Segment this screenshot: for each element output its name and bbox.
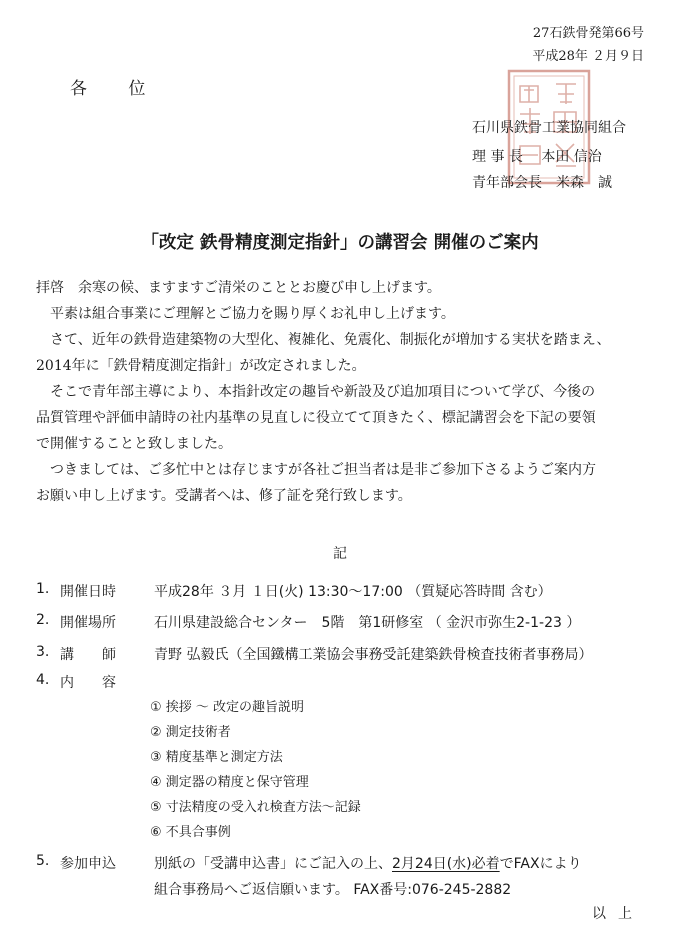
item-3-number: 3. bbox=[36, 644, 50, 660]
item-4-label: 内 容 bbox=[60, 675, 116, 691]
body-line-2: 平素は組合事業にご理解とご協力を賜り厚くお礼申し上げます。 bbox=[36, 306, 455, 322]
content-item-6: ⑥ 不具合事例 bbox=[150, 825, 231, 840]
item-1-label: 開催日時 bbox=[60, 584, 116, 600]
item-5-number: 5. bbox=[36, 853, 50, 869]
item-5-label: 参加申込 bbox=[60, 856, 116, 872]
body-line-7: で開催することと致しました。 bbox=[36, 436, 232, 452]
item-2-value: 石川県建設総合センター 5階 第1研修室 （ 金沢市弥生2-1-23 ） bbox=[154, 615, 581, 631]
content-item-1: ① 挨拶 ～ 改定の趣旨説明 bbox=[150, 700, 305, 715]
sender-youth-chief: 青年部会長 米森 誠 bbox=[472, 175, 612, 191]
body-line-9: お願い申し上げます。受講者へは、修了証を発行致します。 bbox=[36, 488, 412, 504]
body-line-8: つきましては、ご多忙中とは存じますが各社ご担当者は是非ご参加下さるようご案内方 bbox=[36, 462, 596, 478]
body-line-6: 品質管理や評価申請時の社内基準の見直しに役立てて頂きたく、標記講習会を下記の要領 bbox=[36, 410, 596, 426]
item-2-label: 開催場所 bbox=[60, 615, 116, 631]
document-date: 平成28年 ２月９日 bbox=[532, 49, 644, 64]
item-1-number: 1. bbox=[36, 581, 50, 597]
document-number: 27石鉄骨発第66号 bbox=[532, 26, 644, 41]
item-2-number: 2. bbox=[36, 612, 50, 628]
content-item-4: ④ 測定器の精度と保守管理 bbox=[150, 775, 309, 790]
item-3-label: 講 師 bbox=[60, 647, 116, 663]
item-5-line-2: 組合事務局へご返信願います。 FAX番号:076-245-2882 bbox=[154, 882, 512, 898]
sender-organization: 石川県鉄骨工業協同組合 bbox=[472, 120, 626, 136]
body-line-1: 拝啓 余寒の候、ますますご清栄のこととお慶び申し上げます。 bbox=[36, 280, 441, 296]
apply-deadline: 2月24日(水)必着 bbox=[392, 856, 500, 872]
apply-instruction-b: でFAXにより bbox=[499, 856, 582, 872]
item-4-number: 4. bbox=[36, 672, 50, 688]
content-item-5: ⑤ 寸法精度の受入れ検査方法～記録 bbox=[150, 800, 361, 815]
ki-heading: 記 bbox=[333, 546, 347, 562]
addressee: 各 位 bbox=[70, 79, 164, 99]
item-3-value: 青野 弘毅氏（全国鐵構工業協会事務受託建築鉄骨検査技術者事務局） bbox=[154, 647, 593, 663]
body-line-3: さて、近年の鉄骨造建築物の大型化、複雑化、免震化、制振化が増加する実状を踏まえ、 bbox=[36, 332, 611, 348]
closing-mark: 以上 bbox=[592, 906, 644, 922]
document-title: 「改定 鉄骨精度測定指針」の講習会 開催のご案内 bbox=[141, 233, 539, 253]
content-item-2: ② 測定技術者 bbox=[150, 725, 231, 740]
apply-instruction-a: 別紙の「受講申込書」にご記入の上、 bbox=[154, 856, 392, 872]
sender-chairman: 理 事 長 本田 信治 bbox=[472, 149, 602, 165]
item-5-line-1 bbox=[154, 853, 582, 873]
item-1-value: 平成28年 ３月 １日(火) 13:30～17:00 （質疑応答時間 含む） bbox=[154, 584, 552, 600]
body-line-4: 2014年に「鉄骨精度測定指針」が改定されました。 bbox=[36, 358, 366, 374]
content-item-3: ③ 精度基準と測定方法 bbox=[150, 750, 283, 765]
body-line-5: そこで青年部主導により、本指針改定の趣旨や新設及び追加項目について学び、今後の bbox=[36, 384, 596, 400]
